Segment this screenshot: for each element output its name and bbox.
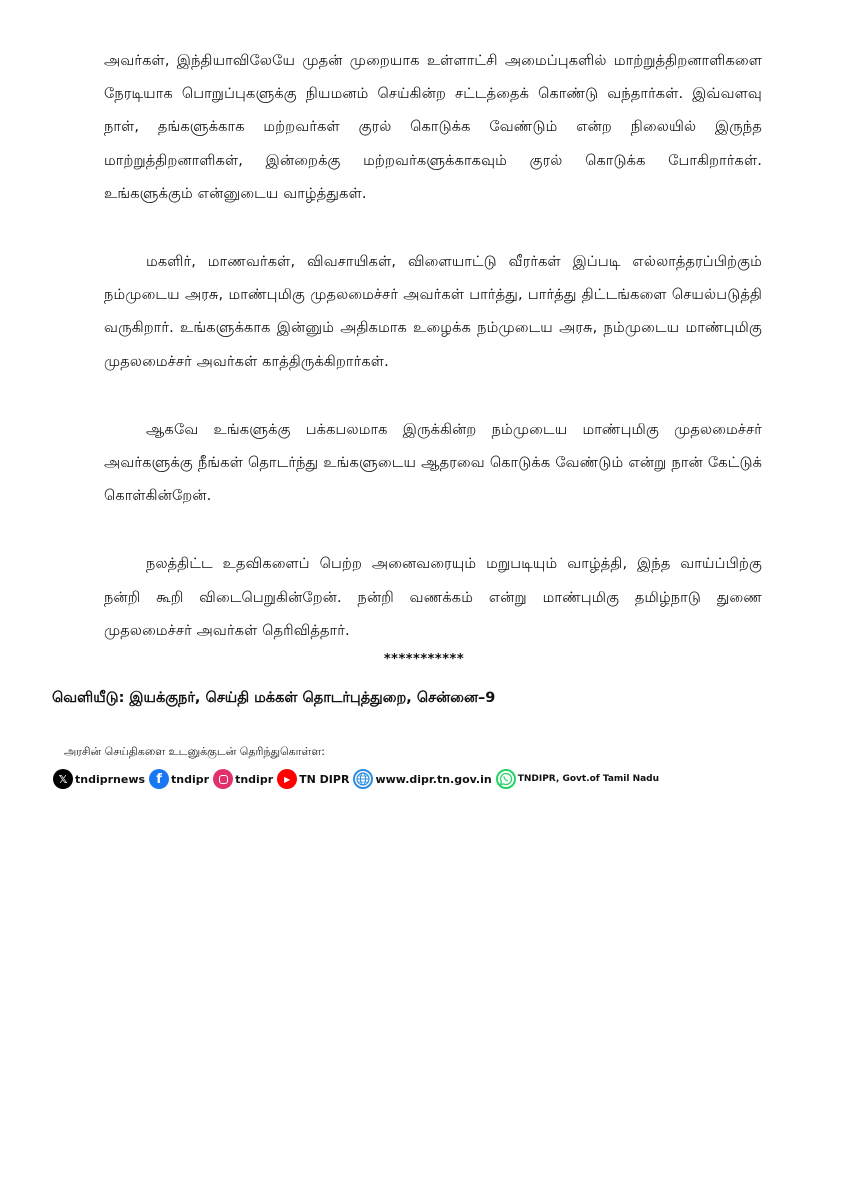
paragraph-3: ஆகவே உங்களுக்கு பக்கபலமாக இருக்கின்ற நம்முடைய மாண்புமிகு முதலமைச்சர் அவர்களுக்கு நீங்கள் தொடர்ந்து உங்களுடைய ஆதரவை கொடுக்க வேண்டும் என்று நான் கேட்டுக் கொள்கின்றேன். — [104, 420, 762, 505]
release-line: வெளியீடு: இயக்குநர், செய்தி மக்கள் தொடர்புத்துறை, சென்னை–9 — [52, 690, 496, 706]
social-link-youtube[interactable] — [277, 769, 349, 789]
paragraph-2: மகளிர், மாணவர்கள், விவசாயிகள், விளையாட்டு வீரர்கள் இப்படி எல்லாத்தரப்பிற்கும் நம்முடைய அரசு, மாண்புமிகு முதலமைச்சர் அவர்கள் பார்த்து, பார்த்து திட்டங்களை செயல்படுத்தி வருகிறார். உங்களுக்காக இன்னும் அதிகமாக உழைக்க நம்முடைய அரசு, நம்முடைய மாண்புமிகு முதலமைச்சர் அவர்கள் காத்திருக்கிறார்கள். — [104, 253, 762, 370]
social-link-whatsapp[interactable] — [496, 769, 659, 789]
social-label-facebook: tndipr — [171, 772, 210, 786]
social-label-youtube: TN DIPR — [299, 772, 350, 786]
social-links-bar — [53, 769, 659, 789]
social-link-facebook[interactable] — [149, 769, 209, 789]
social-link-website[interactable] — [353, 769, 491, 789]
x-logo-icon: 𝕏 — [53, 769, 73, 789]
social-label-website: www.dipr.tn.gov.in — [375, 772, 492, 786]
social-link-x[interactable] — [53, 769, 145, 789]
facebook-icon: f — [149, 769, 169, 789]
youtube-icon: ▶ — [277, 769, 297, 789]
social-label-x: tndiprnews — [75, 772, 146, 786]
paragraph-4: நலத்திட்ட உதவிகளைப் பெற்ற அனைவரையும் மறுபடியும் வாழ்த்தி, இந்த வாய்ப்பிற்கு நன்றி கூறி விடைபெறுகின்றேன். நன்றி வணக்கம் என்று மாண்புமிகு தமிழ்நாடு துணை முதலமைச்சர் அவர்கள் தெரிவித்தார். — [104, 555, 762, 639]
social-link-instagram[interactable] — [213, 769, 273, 789]
separator-stars: *********** — [383, 652, 465, 667]
subscribe-text: அரசின் செய்திகளை உடனுக்குடன் தெரிந்துகொள்ள: — [64, 745, 325, 758]
social-label-whatsapp: TNDIPR, Govt.of Tamil Nadu — [517, 774, 660, 784]
press-release-body — [104, 44, 762, 682]
globe-icon — [353, 769, 373, 789]
social-label-instagram: tndipr — [235, 772, 274, 786]
whatsapp-icon — [496, 769, 516, 789]
instagram-icon — [213, 769, 233, 789]
paragraph-1: அவர்கள், இந்தியாவிலேயே முதன் முறையாக உள்ளாட்சி அமைப்புகளில் மாற்றுத்திறனாளிகளை நேரடியாக பொறுப்புகளுக்கு நியமனம் செய்கின்ற சட்டத்தைக் கொண்டு வந்தார்கள். இவ்வளவு நாள், தங்களுக்காக மற்றவர்கள் குரல் கொடுக்க வேண்டும் என்ற நிலையில் இருந்த மாற்றுத்திறனாளிகள், இன்றைக்கு மற்றவர்களுக்காகவும் குரல் கொடுக்க போகிறார்கள். உங்களுக்கும் என்னுடைய வாழ்த்துகள். — [104, 52, 762, 202]
